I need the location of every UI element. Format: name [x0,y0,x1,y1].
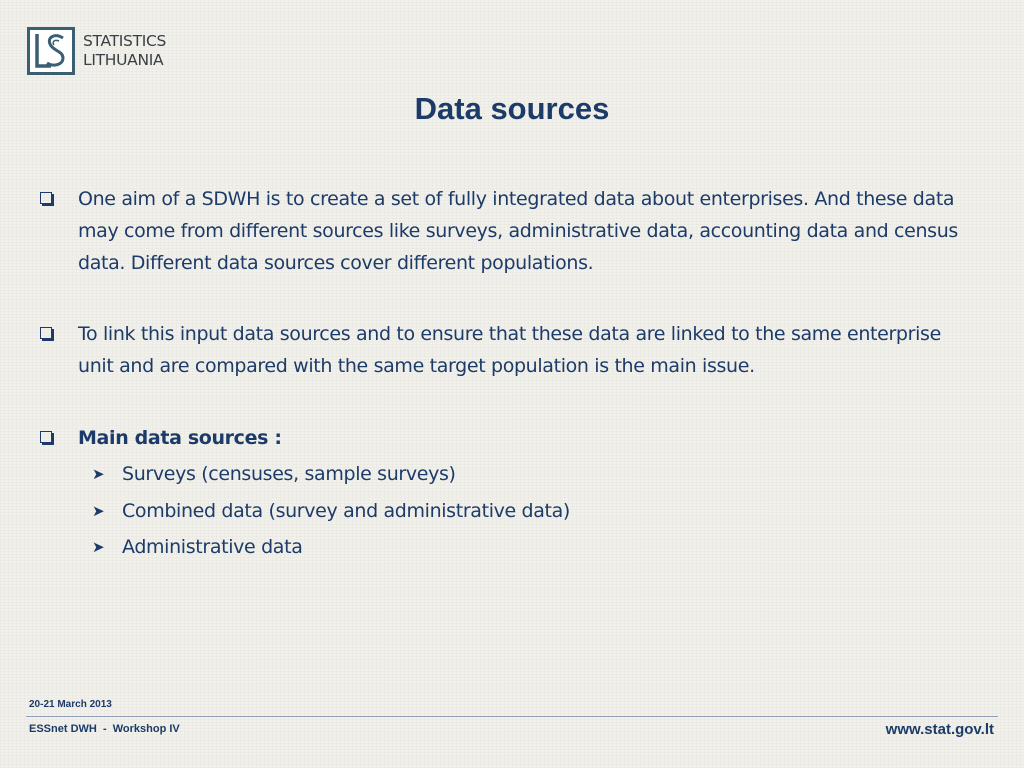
sub-bullet-text: Administrative data [122,536,303,558]
sub-bullet-text: Combined data (survey and administrative data) [122,500,570,522]
logo-line-1: STATISTICS [83,32,167,50]
bullet-text: To link this input data sources and to ensure that these data are linked to the same enterprise unit and are compared with the same target population is the main issue. [78,323,941,377]
bullet-item [40,422,975,454]
sub-bullet-item [92,495,570,527]
footer-divider [26,716,998,717]
footer-url: www.stat.gov.lt [885,721,994,738]
arrow-bullet-icon: ➤ [92,465,105,483]
bullet-item [40,318,975,382]
statistics-lithuania-logo-icon [27,27,75,75]
arrow-bullet-icon: ➤ [92,502,105,520]
footer-event: ESSnet DWH - Workshop IV [29,723,180,735]
bullet-item [40,183,975,279]
logo-line-2: LITHUANIA [83,51,164,69]
bullet-text: One aim of a SDWH is to create a set of fully integrated data about enterprises. And these data may come from different sources like surveys, administrative data, accounting data and census data. Different data sources cover different populations. [78,188,958,274]
logo-text [83,32,166,70]
sub-bullet-item [92,531,302,563]
logo [27,27,166,75]
checkbox-bullet-icon [40,327,52,339]
checkbox-bullet-icon [40,431,52,443]
checkbox-bullet-icon [40,192,52,204]
bullet-text: Main data sources : [78,427,282,449]
arrow-bullet-icon: ➤ [92,538,105,556]
footer-date: 20-21 March 2013 [29,699,112,710]
slide-title: Data sources [414,91,610,126]
sub-bullet-item [92,458,456,490]
sub-bullet-text: Surveys (censuses, sample surveys) [122,463,456,485]
